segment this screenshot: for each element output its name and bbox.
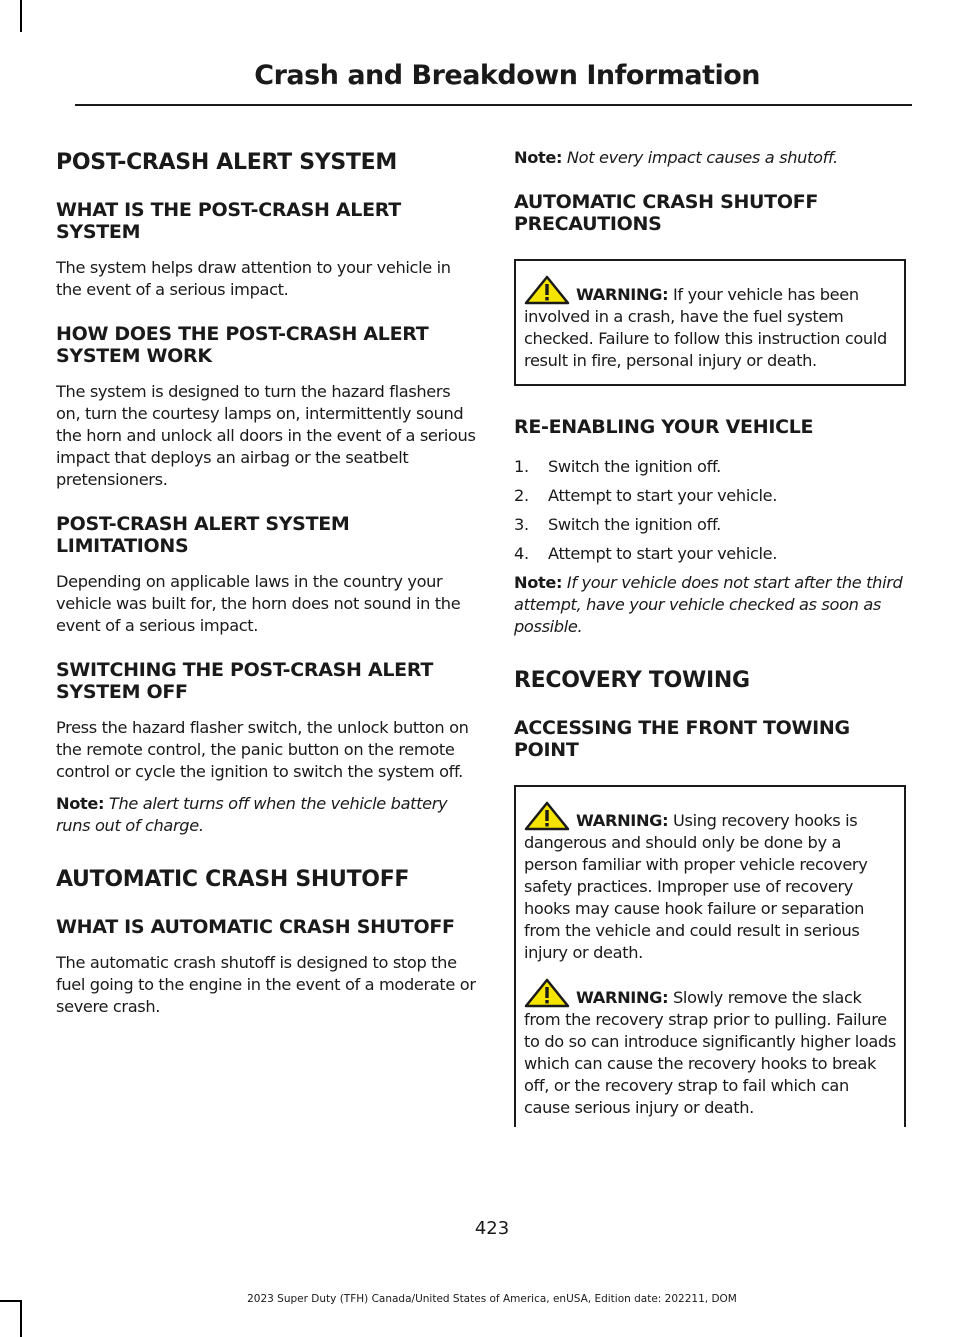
crop-mark-top-left [20,0,22,32]
warning-text: If your vehicle has been involved in a crash, have the fuel system checked. Failure to follow this instruction could result in fire, personal injury or death. [524,285,887,370]
step-number: 2. [514,486,529,505]
warning-text: Using recovery hooks is dangerous and should only be done by a person familiar with proper vehicle recovery safety practices. Improper use of recovery hooks may cause hook failure or separation from the vehicle and could result in serious injury or death. [524,811,868,962]
warning-triangle-icon [524,801,570,831]
re-enable-steps-list [514,456,906,565]
note-label: Note: [514,148,563,167]
warning-triangle-icon [524,275,570,305]
step-text: Switch the ignition off. [548,515,721,534]
subheading-how-does-it-work: HOW DOES THE POST-CRASH ALERT SYSTEM WORK [56,323,429,367]
paragraph-how-does-it-work: The system is designed to turn the hazard flashers on, turn the courtesy lamps on, intermittently sound the horn and unlock all doors in the event of a serious impact that deploys an airbag or the seatbelt pretensioners. [56,382,476,489]
paragraph-what-is-post-crash: The system helps draw attention to your vehicle in the event of a serious impact. [56,258,451,299]
page-header-title: Crash and Breakdown Information [254,60,760,91]
warning-crash-fuel-system [524,275,896,372]
paragraph-limitations: Depending on applicable laws in the country your vehicle was built for, the horn does not sound in the event of a serious impact. [56,572,461,635]
step-text: Attempt to start your vehicle. [548,544,778,563]
subheading-shutoff-precautions: AUTOMATIC CRASH SHUTOFF PRECAUTIONS [514,191,819,235]
subheading-accessing-front-towing-point: ACCESSING THE FRONT TOWING POINT [514,717,850,761]
list-item [514,456,906,478]
step-number: 1. [514,457,529,476]
subheading-limitations: POST-CRASH ALERT SYSTEM LIMITATIONS [56,513,350,557]
warning-text: Slowly remove the slack from the recovery strap prior to pulling. Failure to do so can introduce significantly higher loads which can cause the recovery hooks to break off, or the recovery strap to fail which can cause serious injury or death. [524,988,897,1117]
warning-box-recovery [514,785,906,1127]
list-item [514,514,906,536]
note-label: Note: [56,794,105,813]
step-number: 4. [514,544,529,563]
warning-box-crash [514,259,906,386]
warning-recovery-strap-slack [524,978,896,1119]
warning-label: WARNING: [576,285,669,304]
footer-edition-line: 2023 Super Duty (TFH) Canada/United States of America, enUSA, Edition date: 202211, DOM [247,1293,737,1305]
subheading-switching-off: SWITCHING THE POST-CRASH ALERT SYSTEM OFF [56,659,433,703]
note-switching-off [56,793,476,837]
paragraph-switching-off: Press the hazard flasher switch, the unlock button on the remote control, the panic button on the remote control or cycle the ignition to switch the system off. [56,718,469,781]
note-re-enable [514,572,906,638]
header-rule [75,104,912,106]
section-heading-post-crash-alert: POST-CRASH ALERT SYSTEM [56,150,397,175]
right-column [514,147,906,1127]
note-label: Note: [514,573,563,592]
subheading-what-is-post-crash: WHAT IS THE POST-CRASH ALERT SYSTEM [56,199,401,243]
step-number: 3. [514,515,529,534]
left-column [56,148,476,1018]
paragraph-what-is-automatic-shutoff: The automatic crash shutoff is designed to stop the fuel going to the engine in the event of a moderate or severe crash. [56,953,476,1016]
list-item [514,543,906,565]
section-heading-recovery-towing: RECOVERY TOWING [514,668,750,693]
subheading-re-enabling-vehicle: RE-ENABLING YOUR VEHICLE [514,416,814,438]
section-heading-automatic-crash-shutoff: AUTOMATIC CRASH SHUTOFF [56,867,410,892]
warning-recovery-hooks [524,801,896,964]
note-impact-shutoff [514,147,906,169]
step-text: Attempt to start your vehicle. [548,486,778,505]
page-number: 423 [474,1218,510,1239]
note-text: Not every impact causes a shutoff. [566,148,838,167]
step-text: Switch the ignition off. [548,457,721,476]
note-text: The alert turns off when the vehicle battery runs out of charge. [56,794,448,835]
warning-triangle-icon [524,978,570,1008]
warning-label: WARNING: [576,811,669,830]
list-item [514,485,906,507]
warning-label: WARNING: [576,988,669,1007]
subheading-what-is-automatic-shutoff: WHAT IS AUTOMATIC CRASH SHUTOFF [56,916,455,938]
note-text: If your vehicle does not start after the third attempt, have your vehicle checked as soon as possible. [514,573,903,636]
crop-mark-bottom-left [20,1300,22,1337]
